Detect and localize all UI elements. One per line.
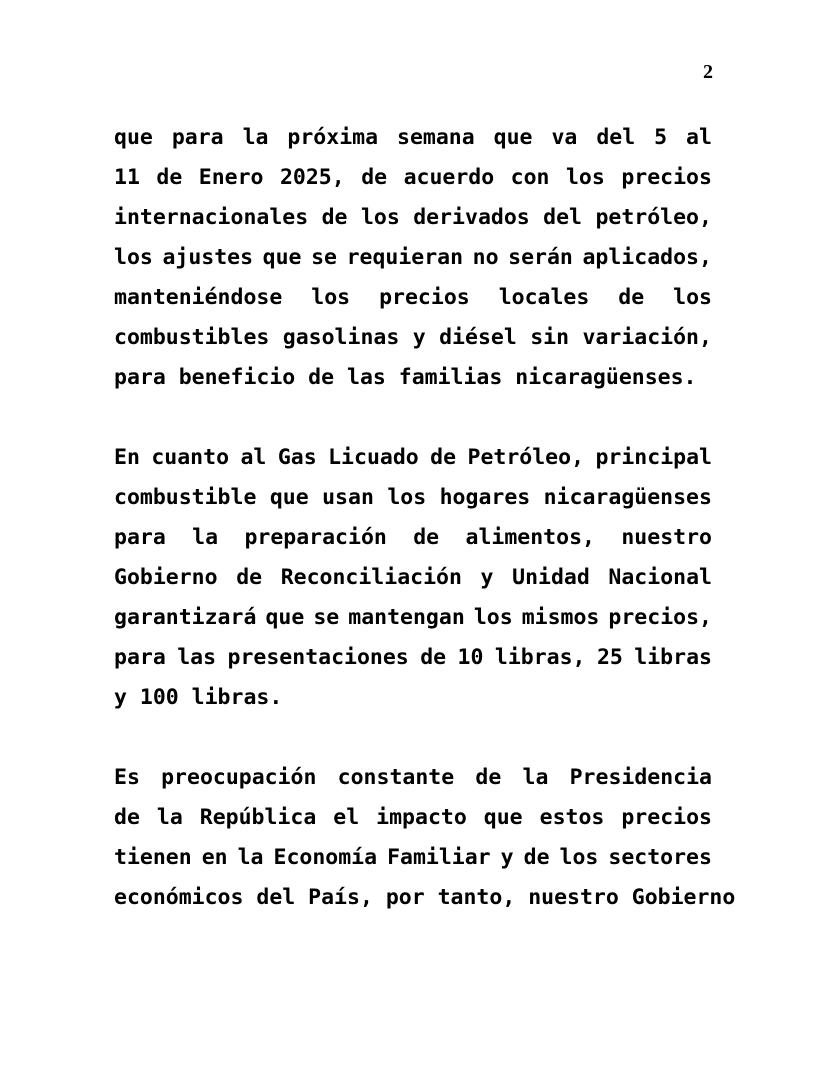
word: presentaciones <box>227 645 409 670</box>
word: que <box>114 125 153 150</box>
word: de <box>523 845 550 870</box>
word: los <box>387 485 427 510</box>
word: y <box>500 845 514 870</box>
word: la <box>242 125 269 150</box>
word: 2025, <box>279 165 345 190</box>
word: gasolinas <box>282 325 400 350</box>
word: hogares <box>439 485 531 510</box>
text-line <box>114 238 712 278</box>
word: de <box>156 165 183 190</box>
word: 25 <box>596 645 623 670</box>
word: Enero <box>198 165 264 190</box>
word: los <box>360 205 400 230</box>
text-line <box>114 318 712 358</box>
text-line <box>114 118 712 158</box>
word: tienen <box>114 845 192 870</box>
word: para <box>114 525 166 550</box>
word: de <box>236 565 263 590</box>
word: Presidencia <box>569 765 712 790</box>
word: de <box>321 205 348 230</box>
word: precios <box>621 805 712 830</box>
word: las <box>177 645 217 670</box>
word: serán <box>508 245 573 270</box>
word: libras <box>634 645 712 670</box>
word: derivados <box>413 205 530 230</box>
word: semana <box>397 125 475 150</box>
word: se <box>313 605 340 630</box>
word: combustibles <box>114 325 270 350</box>
text-line <box>114 638 712 678</box>
text-line <box>114 558 712 598</box>
word: Reconciliación <box>280 565 462 590</box>
word: que <box>262 245 302 270</box>
word: no <box>472 245 499 270</box>
word: los <box>673 285 712 310</box>
word: preparación <box>244 525 387 550</box>
word: usan <box>322 485 374 510</box>
paragraph-3 <box>114 758 736 918</box>
word: los <box>559 845 599 870</box>
page-number: 2 <box>703 61 713 83</box>
paragraph-1 <box>114 118 712 398</box>
word: de <box>413 525 440 550</box>
word: la <box>156 805 183 830</box>
word: los <box>114 245 153 270</box>
word: sin <box>530 325 570 350</box>
word: 10 <box>457 645 484 670</box>
text-line <box>114 438 712 478</box>
word: que <box>483 805 523 830</box>
word: y <box>480 565 494 590</box>
word: que <box>493 125 533 150</box>
word: Economía <box>273 845 378 870</box>
paragraph-2 <box>114 438 712 718</box>
text-line <box>114 198 712 238</box>
word: de <box>420 645 447 670</box>
word: Licuado <box>328 445 419 470</box>
text-line <box>114 598 712 638</box>
word: precios <box>379 285 470 310</box>
word: que <box>269 485 309 510</box>
word: estos <box>539 805 605 830</box>
word: al <box>240 445 267 470</box>
word: República <box>199 805 317 830</box>
word: locales <box>498 285 590 310</box>
word: internacionales <box>114 205 309 230</box>
word: variación, <box>582 325 712 350</box>
word: se <box>311 245 337 270</box>
word: de <box>475 765 502 790</box>
word: de <box>114 805 140 830</box>
text-line: para beneficio de las familias nicaragüenses. <box>114 365 697 390</box>
word: petróleo, <box>595 205 712 230</box>
word: mantengan <box>348 605 465 630</box>
word: Familiar <box>387 845 491 870</box>
text-line <box>114 758 712 798</box>
word: impacto <box>376 805 467 830</box>
word: que <box>265 605 305 630</box>
text-line <box>114 518 712 558</box>
word: diésel <box>439 325 517 350</box>
word: el <box>333 805 360 830</box>
word: de <box>618 285 645 310</box>
word: constante <box>337 765 455 790</box>
word: mismos <box>521 605 600 630</box>
word: combustible <box>114 485 257 510</box>
text-line <box>114 158 712 198</box>
word: Unidad <box>512 565 590 590</box>
word: del <box>596 125 636 150</box>
word: de <box>361 165 388 190</box>
text-line: y 100 libras. <box>114 685 283 710</box>
word: aplicados, <box>582 245 712 270</box>
word: libras, <box>494 645 586 670</box>
word: en <box>201 845 228 870</box>
text-line <box>114 838 712 878</box>
word: Nacional <box>608 565 712 590</box>
document-body <box>114 118 736 918</box>
word: precios, <box>608 605 712 630</box>
word: precios <box>621 165 712 190</box>
word: nuestro <box>621 525 712 550</box>
word: principal <box>595 445 712 470</box>
word: preocupación <box>161 765 317 790</box>
word: del <box>543 205 582 230</box>
word: Gas <box>277 445 317 470</box>
text-line <box>114 798 712 838</box>
word: Es <box>114 765 140 790</box>
word: los <box>311 285 351 310</box>
word: al <box>686 125 712 150</box>
word: los <box>565 165 605 190</box>
word: próxima <box>287 125 379 150</box>
word: los <box>473 605 513 630</box>
word: 5 <box>654 125 668 150</box>
word: para <box>171 125 224 150</box>
word: ajustes <box>162 245 254 270</box>
word: requieran <box>346 245 464 270</box>
word: de <box>430 445 457 470</box>
word: 11 <box>114 165 140 190</box>
word: con <box>510 165 550 190</box>
word: acuerdo <box>403 165 495 190</box>
word: sectores <box>608 845 712 870</box>
word: Gobierno <box>114 565 218 590</box>
word: nicaragüenses <box>543 485 712 510</box>
word: la <box>237 845 264 870</box>
word: alimentos, <box>465 525 595 550</box>
word: para <box>114 645 166 670</box>
text-line <box>114 278 712 318</box>
word: garantizará <box>114 605 257 630</box>
word: va <box>551 125 578 150</box>
word: manteniéndose <box>114 285 283 310</box>
word: Petróleo, <box>467 445 585 470</box>
word: cuanto <box>151 445 230 470</box>
text-line <box>114 478 712 518</box>
word: En <box>114 445 140 470</box>
word: y <box>412 325 426 350</box>
word: la <box>192 525 219 550</box>
word: la <box>522 765 549 790</box>
text-line: económicos del País, por tanto, nuestro Gobierno <box>114 885 736 910</box>
